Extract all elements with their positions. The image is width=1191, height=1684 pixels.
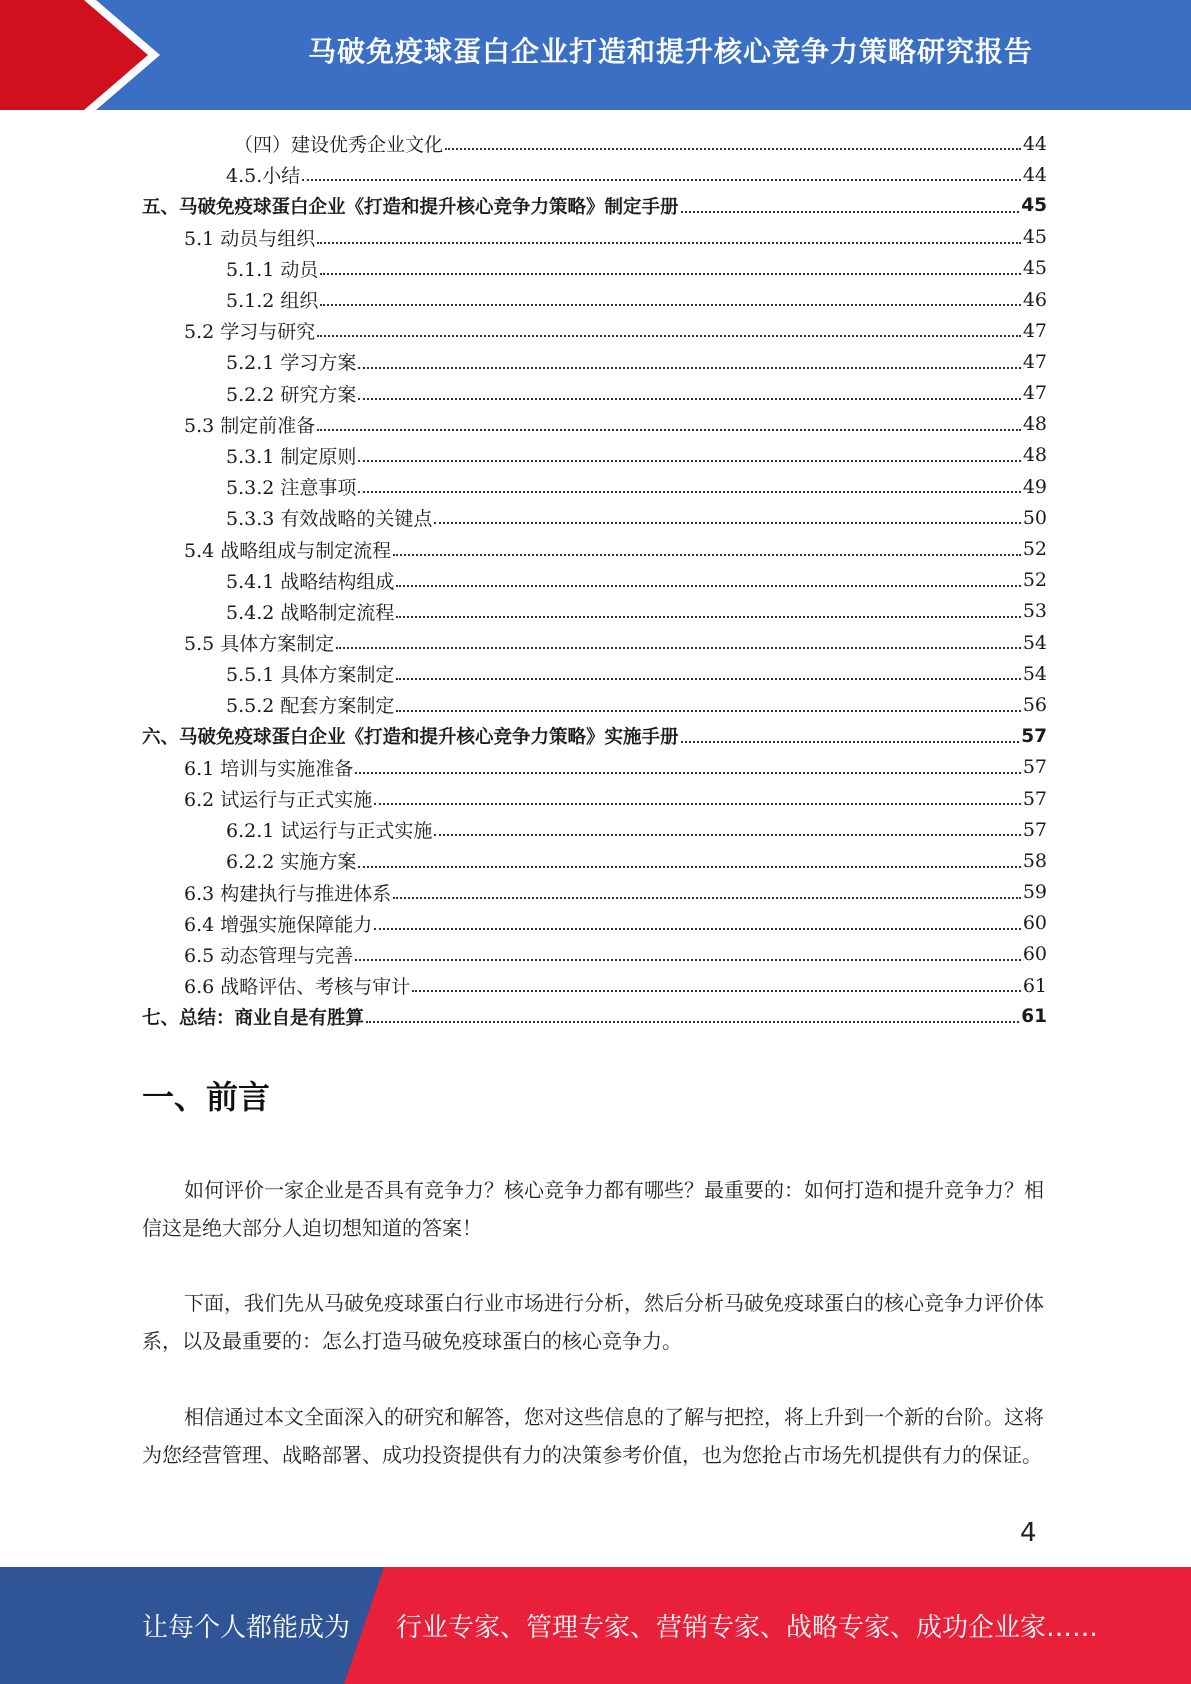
toc-dot-leader xyxy=(374,783,1021,805)
toc-entry[interactable] xyxy=(142,502,1047,533)
toc-entry-page: 46 xyxy=(1022,288,1047,311)
toc-entry-page: 57 xyxy=(1022,818,1047,841)
toc-entry[interactable] xyxy=(142,284,1047,315)
toc-entry-page: 54 xyxy=(1022,631,1047,654)
page-header xyxy=(0,0,1191,110)
toc-entry-page: 50 xyxy=(1022,506,1047,529)
paragraph-text: 下面，我们先从马破免疫球蛋白行业市场进行分析，然后分析马破免疫球蛋白的核心竞争力评价体系，以及最重要的：怎么打造马破免疫球蛋白的核心竞争力。 xyxy=(142,1291,1044,1353)
footer-slogan-left: 让每个人都能成为 xyxy=(142,1613,351,1643)
toc-entry[interactable] xyxy=(142,689,1047,720)
toc-entry-page: 45 xyxy=(1021,195,1047,217)
paragraph-text: 相信通过本文全面深入的研究和解答，您对这些信息的了解与把控，将上升到一个新的台阶。这将为您经营管理、战略部署、成功投资提供有力的决策参考价值，也为您抢占市场先机提供有力的保证。 xyxy=(142,1405,1044,1467)
toc-entry-page: 49 xyxy=(1022,475,1047,498)
report-title: 马破免疫球蛋白企业打造和提升核心竞争力策略研究报告 xyxy=(307,35,1033,68)
toc-entry-page: 60 xyxy=(1022,943,1047,966)
toc-dot-leader xyxy=(366,1001,1019,1023)
toc-entry[interactable] xyxy=(142,752,1047,783)
toc-dot-leader xyxy=(445,128,1021,150)
toc-entry[interactable] xyxy=(142,253,1047,284)
toc-dot-leader xyxy=(393,877,1021,899)
toc-entry-title: 5.3.2 注意事项 xyxy=(226,477,357,500)
toc-entry-title: 5.3.3 有效战略的关键点 xyxy=(226,508,433,531)
toc-entry-page: 57 xyxy=(1022,756,1047,779)
toc-entry[interactable] xyxy=(142,658,1047,689)
section-heading: 一、前言 xyxy=(142,1078,271,1116)
toc-entry-page: 44 xyxy=(1022,163,1047,186)
toc-entry[interactable] xyxy=(142,565,1047,596)
toc-entry-page: 47 xyxy=(1022,382,1047,405)
toc-entry-page: 44 xyxy=(1022,132,1047,155)
toc-dot-leader xyxy=(317,315,1021,337)
paragraph-2 xyxy=(142,1284,1047,1360)
toc-dot-leader xyxy=(302,159,1021,181)
toc-entry[interactable] xyxy=(142,814,1047,845)
red-chevron-decoration xyxy=(0,0,160,110)
toc-entry-title: 5.3 制定前准备 xyxy=(184,414,316,437)
toc-entry-page: 56 xyxy=(1022,693,1047,716)
toc-entry[interactable] xyxy=(142,190,1047,221)
toc-entry-page: 52 xyxy=(1022,538,1047,561)
toc-entry[interactable] xyxy=(142,409,1047,440)
toc-entry-page: 48 xyxy=(1022,413,1047,436)
toc-dot-leader xyxy=(396,689,1020,711)
toc-entry-page: 57 xyxy=(1021,725,1047,747)
toc-dot-leader xyxy=(358,440,1020,462)
toc-entry-page: 53 xyxy=(1022,600,1047,623)
toc-entry[interactable] xyxy=(142,128,1047,159)
toc-entry-title: 5.2.1 学习方案 xyxy=(226,352,357,375)
toc-entry-title: 5.4.1 战略结构组成 xyxy=(226,570,395,593)
toc-entry-title: 5.4 战略组成与制定流程 xyxy=(184,539,392,562)
toc-entry[interactable] xyxy=(142,159,1047,190)
toc-entry[interactable] xyxy=(142,315,1047,346)
toc-entry[interactable] xyxy=(142,783,1047,814)
toc-entry-title: 6.3 构建执行与推进体系 xyxy=(184,882,392,905)
toc-entry-title: 6.5 动态管理与完善 xyxy=(184,944,354,967)
toc-dot-leader xyxy=(358,378,1020,400)
toc-entry-page: 60 xyxy=(1022,912,1047,935)
toc-entry[interactable] xyxy=(142,533,1047,564)
toc-entry[interactable] xyxy=(142,222,1047,253)
toc-entry-page: 45 xyxy=(1022,257,1047,280)
toc-entry-title: 6.1 培训与实施准备 xyxy=(184,757,354,780)
toc-dot-leader xyxy=(396,596,1020,618)
toc-entry-title: 5.4.2 战略制定流程 xyxy=(226,601,395,624)
toc-dot-leader xyxy=(320,253,1020,275)
toc-entry-page: 47 xyxy=(1022,319,1047,342)
toc-entry-title: 5.1.1 动员 xyxy=(226,258,319,281)
toc-entry-title: 6.2.2 实施方案 xyxy=(226,851,357,874)
toc-dot-leader xyxy=(320,284,1020,306)
toc-entry[interactable] xyxy=(142,440,1047,471)
toc-entry-page: 59 xyxy=(1022,881,1047,904)
toc-entry-title: 6.6 战略评估、考核与审计 xyxy=(184,976,411,999)
toc-entry-title: 五、马破免疫球蛋白企业《打造和提升核心竞争力策略》制定手册 xyxy=(142,196,679,218)
toc-entry[interactable] xyxy=(142,1001,1047,1032)
toc-dot-leader xyxy=(434,502,1020,524)
toc-dot-leader xyxy=(358,346,1020,368)
toc-entry[interactable] xyxy=(142,721,1047,752)
toc-entry-page: 58 xyxy=(1022,849,1047,872)
page-number: 4 xyxy=(1020,1518,1037,1548)
toc-entry[interactable] xyxy=(142,627,1047,658)
table-of-contents xyxy=(142,128,1047,1032)
toc-entry-page: 45 xyxy=(1022,226,1047,249)
toc-dot-leader xyxy=(396,565,1020,587)
toc-entry[interactable] xyxy=(142,596,1047,627)
toc-entry-title: 5.2.2 研究方案 xyxy=(226,383,357,406)
toc-dot-leader xyxy=(336,627,1021,649)
toc-entry-title: 6.2.1 试运行与正式实施 xyxy=(226,820,433,843)
toc-entry-title: 5.1 动员与组织 xyxy=(184,227,316,250)
toc-entry-title: 5.1.2 组织 xyxy=(226,290,319,313)
toc-dot-leader xyxy=(358,845,1020,867)
toc-entry-title: （四）建设优秀企业文化 xyxy=(234,134,444,157)
paragraph-1 xyxy=(142,1171,1047,1247)
toc-entry[interactable] xyxy=(142,970,1047,1001)
toc-entry[interactable] xyxy=(142,845,1047,876)
toc-dot-leader xyxy=(434,814,1020,836)
toc-dot-leader xyxy=(412,970,1021,992)
toc-entry-title: 六、马破免疫球蛋白企业《打造和提升核心竞争力策略》实施手册 xyxy=(142,727,679,749)
toc-dot-leader xyxy=(681,721,1020,743)
toc-dot-leader xyxy=(317,409,1021,431)
toc-dot-leader xyxy=(681,190,1020,212)
toc-entry-title: 5.5.1 具体方案制定 xyxy=(226,664,395,687)
toc-dot-leader xyxy=(317,222,1021,244)
toc-entry[interactable] xyxy=(142,877,1047,908)
toc-entry-title: 5.5 具体方案制定 xyxy=(184,633,335,656)
toc-dot-leader xyxy=(355,752,1021,774)
page-footer xyxy=(0,1567,1191,1684)
toc-entry-title: 5.2 学习与研究 xyxy=(184,321,316,344)
toc-entry[interactable] xyxy=(142,939,1047,970)
toc-dot-leader xyxy=(396,658,1020,680)
toc-dot-leader xyxy=(358,471,1020,493)
toc-entry[interactable] xyxy=(142,346,1047,377)
toc-dot-leader xyxy=(374,908,1021,930)
toc-entry-page: 48 xyxy=(1022,444,1047,467)
footer-slogan-right: 行业专家、管理专家、营销专家、战略专家、成功企业家…… xyxy=(396,1613,1099,1643)
toc-entry-title: 5.5.2 配套方案制定 xyxy=(226,695,395,718)
toc-entry-page: 57 xyxy=(1022,787,1047,810)
toc-entry-title: 6.4 增强实施保障能力 xyxy=(184,913,373,936)
toc-entry-page: 52 xyxy=(1022,569,1047,592)
paragraph-3 xyxy=(142,1398,1047,1474)
toc-entry-title: 七、总结：商业自是有胜算 xyxy=(142,1007,365,1029)
toc-entry-page: 54 xyxy=(1022,662,1047,685)
toc-dot-leader xyxy=(355,939,1021,961)
toc-entry-page: 61 xyxy=(1021,1006,1047,1028)
toc-entry-title: 4.5.小结 xyxy=(226,165,301,188)
toc-entry[interactable] xyxy=(142,378,1047,409)
toc-entry[interactable] xyxy=(142,908,1047,939)
toc-entry-title: 6.2 试运行与正式实施 xyxy=(184,789,373,812)
toc-entry-page: 61 xyxy=(1022,974,1047,997)
toc-entry-title: 5.3.1 制定原则 xyxy=(226,445,357,468)
toc-dot-leader xyxy=(393,533,1021,555)
paragraph-text: 如何评价一家企业是否具有竞争力？核心竞争力都有哪些？最重要的：如何打造和提升竞争力？相信这是绝大部分人迫切想知道的答案！ xyxy=(142,1178,1044,1240)
toc-entry[interactable] xyxy=(142,471,1047,502)
toc-entry-page: 47 xyxy=(1022,350,1047,373)
